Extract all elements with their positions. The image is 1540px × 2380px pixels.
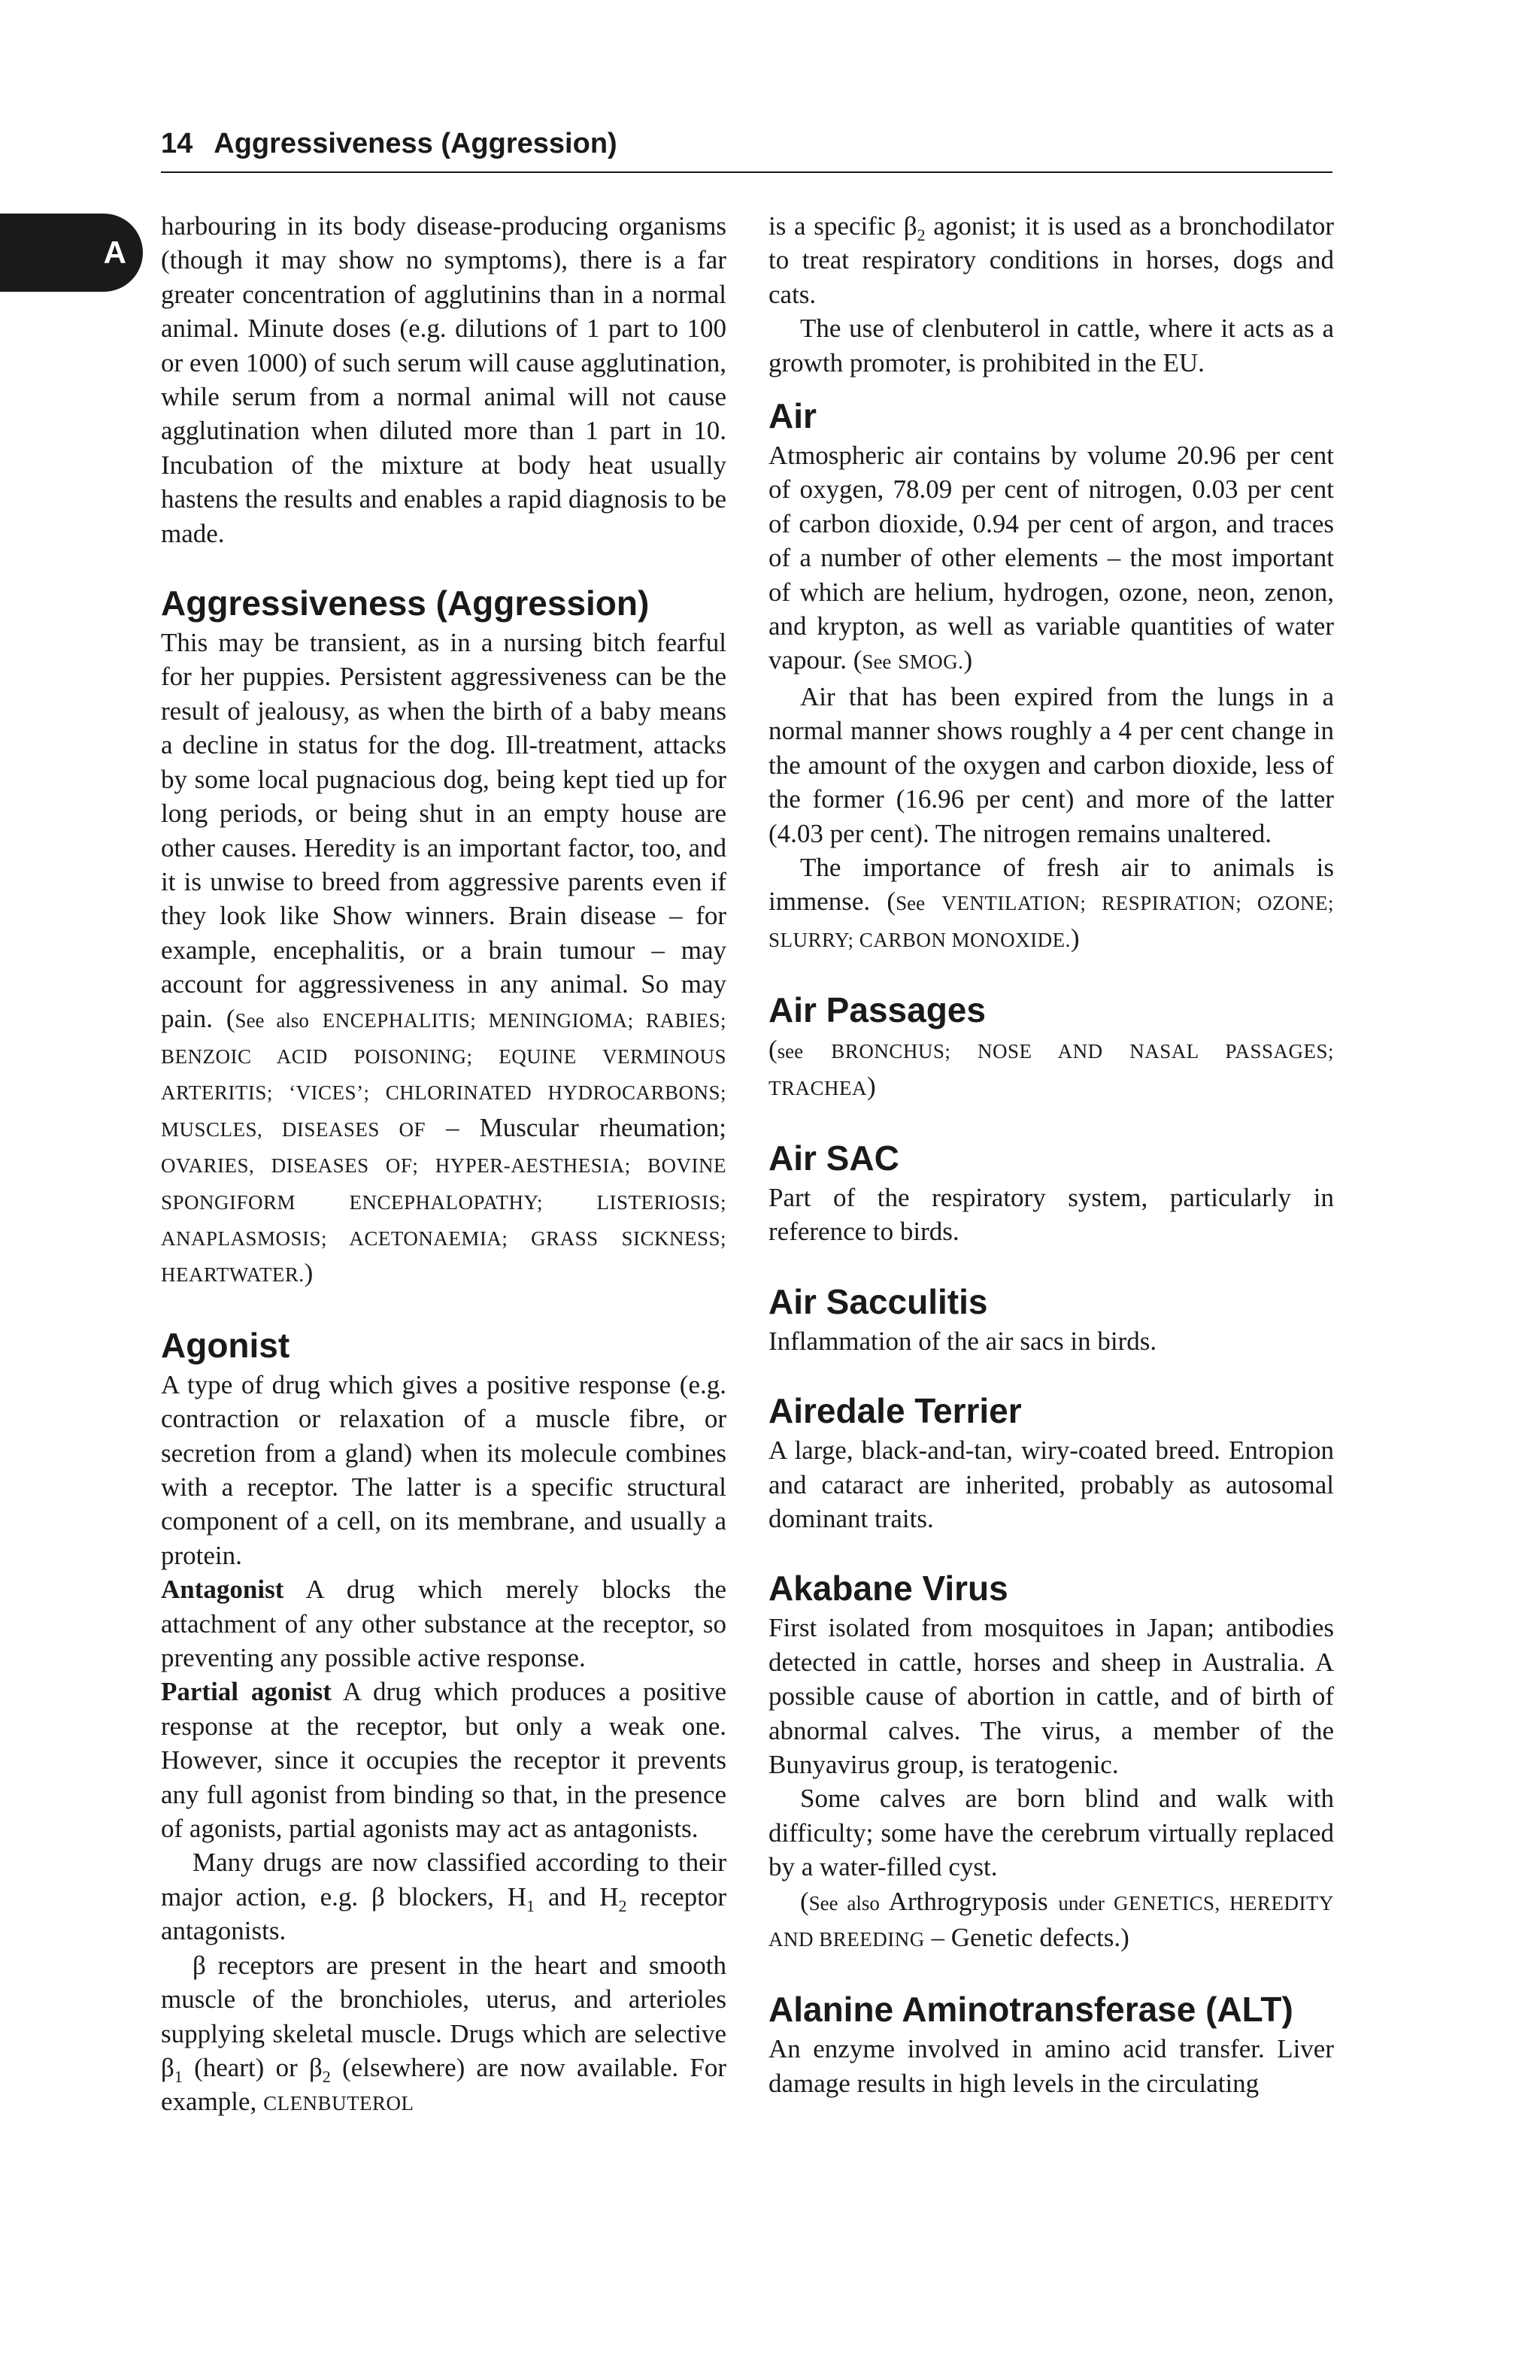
entry-title-agonist: Agonist xyxy=(161,1325,290,1365)
clenbuterol-ref: CLENBUTEROL xyxy=(263,2092,414,2115)
section-letter: A xyxy=(103,235,126,270)
entry-title-air-sac: Air SAC xyxy=(768,1138,899,1178)
section-thumb-tab xyxy=(0,214,143,292)
akabane-see-also: (See also Arthrogryposis under GENETICS, HEREDITY AND BREEDING – Genetic defects.) xyxy=(768,1886,1335,1953)
akabane-calves: Some calves are born blind and walk with difficulty; some have the cerebrum virtually replaced by a water-filled cyst. xyxy=(768,1784,1334,1882)
air-composition: Atmospheric air contains by volume 20.96 per cent of oxygen, 78.09 per cent of nitrogen, 0.03 per cent of carbon dioxide, 0.94 per cent of argon, and traces of a number of other elements – the most important of which are helium, hydrogen, ozone, neon, zenon, and krypton, as well as variable quantities of water vapour. (See SMOG.) xyxy=(768,441,1334,675)
entry-title-air: Air xyxy=(768,396,817,436)
air-expired: Air that has been expired from the lungs in a normal manner shows roughly a 4 per cent change in the amount of the oxygen and carbon dioxide, less of the former (16.96 per cent) and more of the latter (4.03 per cent). The nitrogen remains unaltered. xyxy=(768,681,1334,848)
air-sac-body: Part of the respiratory system, particularly in reference to birds. xyxy=(768,1182,1334,1247)
airedale-body: A large, black-and-tan, wiry-coated breed. Entropion and cataract are inherited, probably as autosomal dominant traits. xyxy=(768,1436,1334,1533)
air-passages-body: (see BRONCHUS; NOSE AND NASAL PASSAGES; TRACHEA) xyxy=(768,1035,1334,1101)
clenbuterol-eu: The use of clenbuterol in cattle, where it acts as a growth promoter, is prohibited in the EU. xyxy=(768,314,1334,377)
entry-title-airedale-terrier: Airedale Terrier xyxy=(768,1391,1022,1431)
entry-title-akabane-virus: Akabane Virus xyxy=(768,1569,1008,1608)
antagonist-term: Antagonist xyxy=(161,1575,284,1605)
running-title: Aggressiveness (Aggression) xyxy=(214,128,617,159)
partial-agonist-term: Partial agonist xyxy=(161,1677,332,1707)
akabane-body: First isolated from mosquitoes in Japan; antibodies detected in cattle, horses and sheep in Australia. A possible cause of abortion in cattle, and of birth of abnormal calves. The virus, a member of the Bunyavirus group, is teratogenic. xyxy=(768,1613,1334,1779)
header-rule xyxy=(161,171,1332,173)
air-sacculitis-body: Inflammation of the air sacs in birds. xyxy=(768,1326,1157,1356)
entry-title-air-passages: Air Passages xyxy=(768,990,986,1030)
page-number: 14 xyxy=(161,128,193,159)
beta-receptors-paragraph: β receptors are present in the heart and smooth muscle of the bronchioles, uterus, and arterioles supplying skeletal muscle. Drugs which are selective $\beta_1$ (heart) or $\beta_2$ (elsewhere) are now available. For example, CLENBUTEROL xyxy=(161,1950,726,2117)
clenbuterol-continued: is a specific $\beta_2$ agonist; it is used as a bronchodilator to treat respiratory conditions in horses, dogs and cats. xyxy=(768,211,1334,309)
entry-title-aggressiveness: Aggressiveness (Aggression) xyxy=(161,584,650,623)
agonist-body: A type of drug which gives a positive response (e.g. contraction or relaxation of a muscle fibre, or secretion from a gland) when its molecule combines with a receptor. The latter is a specific structural component of a cell, on its membrane, and usually a protein. xyxy=(161,1369,726,1570)
alt-body: An enzyme involved in amino acid transfer. Liver damage results in high levels in the circulating xyxy=(768,2034,1334,2098)
right-column xyxy=(768,209,1334,2100)
antagonist-definition: Antagonist A drug which merely blocks the attachment of any other substance at the receptor, so preventing any possible active response. xyxy=(161,1575,726,1673)
aggressiveness-body: This may be transient, as in a nursing bitch fearful for her puppies. Persistent aggressiveness can be the result of jealousy, as when the birth of a baby means a decline in status for the dog. Ill-treatment, attacks by some local pugnacious dog, being kept tied up for long periods, or being shut in an empty house are other causes. Heredity is an important factor, too, and it is unwise to breed from aggressive parents even if they look like Show winners. Brain disease – for example, encephalitis, or a brain tumour – may account for aggressiveness in any animal. So may pain. (See also ENCEPHALITIS; MENINGIOMA; RABIES; BENZOIC ACID POISONING; EQUINE VERMINOUS ARTERITIS; ‘VICES’; CHLORINATED HYDROCARBONS; MUSCLES, DISEASES OF – Muscular rheumation; OVARIES, DISEASES OF; HYPER-AESTHESIA; BOVINE SPONGIFORM ENCEPHALOPATHY; LISTERIOSIS; ANAPLASMOSIS; ACETONAEMIA; GRASS SICKNESS; HEARTWATER.) xyxy=(161,628,727,1288)
running-header xyxy=(161,125,1334,162)
air-importance: The importance of fresh air to animals is immense. (See VENTILATION; RESPIRATION; OZONE; SLURRY; CARBON MONOXIDE.) xyxy=(768,852,1334,953)
partial-agonist-definition: Partial agonist A drug which produces a positive response at the receptor, but only a weak one. However, since it occupies the receptor it prevents any full agonist from binding so that, in the presence of agonists, partial agonists may act as antagonists. xyxy=(161,1677,727,1844)
cross-references-2: OVARIES, DISEASES OF; HYPER-AESTHESIA; BOVINE SPONGIFORM ENCEPHALOPATHY; LISTERIOSIS; ANAPLASMOSIS; ACETONAEMIA; GRASS SICKNESS; HEARTWATER. xyxy=(161,1154,726,1287)
entry-title-air-sacculitis: Air Sacculitis xyxy=(768,1281,988,1321)
agglutination-continued: harbouring in its body disease-producing organisms (though it may show no symptoms), there is a far greater concentration of agglutinins than in a normal animal. Minute doses (e.g. dilutions of 1 part to 100 or even 1000) of such serum will cause agglutination, while serum from a normal animal will not cause agglutination when diluted more than 1 part in 10. Incubation of the mixture at body heat usually hastens the results and enables a rapid diagnosis to be made. xyxy=(161,211,726,548)
drug-classification-paragraph: Many drugs are now classified according to their major action, e.g. β blockers, $H_1$ and $H_2$ receptor antagonists. xyxy=(161,1848,727,1946)
left-column xyxy=(161,209,726,2121)
entry-title-alanine-aminotransferase: Alanine Aminotransferase (ALT) xyxy=(768,1990,1293,2030)
cross-references: ENCEPHALITIS; MENINGIOMA; RABIES; BENZOIC ACID POISONING; EQUINE VERMINOUS ARTERITIS; ‘VICES’; CHLORINATED HYDROCARBONS; MUSCLES, DISEASES OF xyxy=(161,1008,727,1141)
